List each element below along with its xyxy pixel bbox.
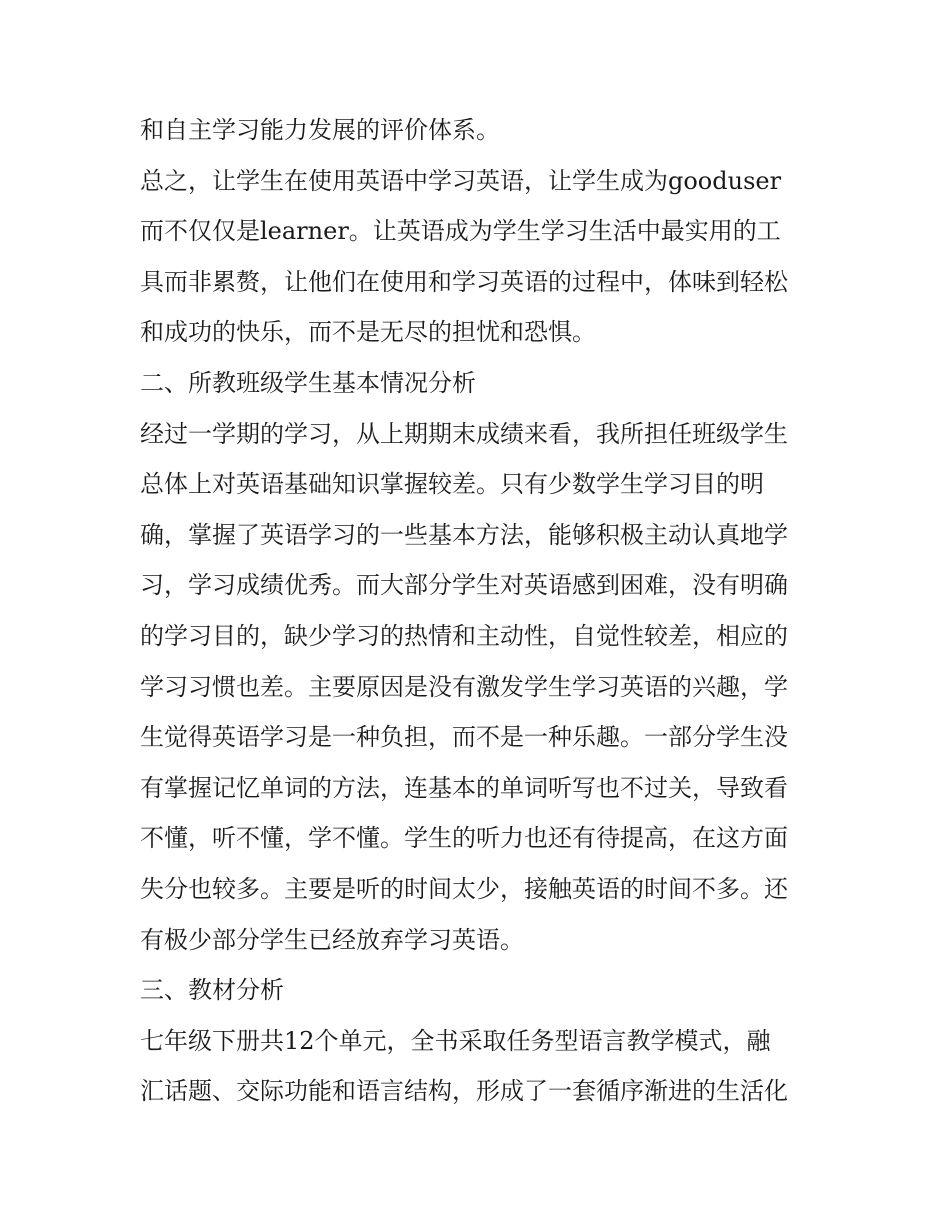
paragraph-line: 习，学习成绩优秀。而大部分学生对英语感到困难，没有明确: [140, 571, 788, 600]
paragraph-line: 而不仅仅是learner。让英语成为学生学习生活中最实用的工: [140, 217, 781, 246]
paragraph-line: 确，掌握了英语学习的一些基本方法，能够积极主动认真地学: [140, 520, 788, 549]
section-heading: 三、教材分析: [140, 976, 284, 1005]
paragraph-line: 有掌握记忆单词的方法，连基本的单词听写也不过关，导致看: [140, 773, 788, 802]
paragraph-line: 具而非累赘，让他们在使用和学习英语的过程中，体味到轻松: [140, 267, 788, 296]
paragraph-line: 总体上对英语基础知识掌握较差。只有少数学生学习目的明: [140, 470, 764, 499]
paragraph-line: 不懂，听不懂，学不懂。学生的听力也还有待提高，在这方面: [140, 824, 788, 853]
paragraph-line: 有极少部分学生已经放弃学习英语。: [140, 925, 524, 954]
section-heading: 二、所教班级学生基本情况分析: [140, 368, 476, 397]
paragraph-line: 总之，让学生在使用英语中学习英语，让学生成为gooduser: [140, 166, 782, 195]
paragraph-line: 经过一学期的学习，从上期期末成绩来看，我所担任班级学生: [140, 419, 788, 448]
paragraph-line: 生觉得英语学习是一种负担，而不是一种乐趣。一部分学生没: [140, 723, 788, 752]
paragraph-line: 汇话题、交际功能和语言结构，形成了一套循序渐进的生活化: [140, 1077, 788, 1106]
paragraph-line: 和成功的快乐，而不是无尽的担忧和恐惧。: [140, 318, 596, 347]
paragraph-line: 七年级下册共12个单元，全书采取任务型语言教学模式，融: [140, 1026, 771, 1055]
document-body: [140, 105, 820, 1117]
paragraph-line: 学习习惯也差。主要原因是没有激发学生学习英语的兴趣，学: [140, 672, 788, 701]
paragraph-line: 失分也较多。主要是听的时间太少，接触英语的时间不多。还: [140, 874, 788, 903]
paragraph-line: 的学习目的，缺少学习的热情和主动性，自觉性较差，相应的: [140, 621, 788, 650]
paragraph-line: 和自主学习能力发展的评价体系。: [140, 116, 500, 144]
